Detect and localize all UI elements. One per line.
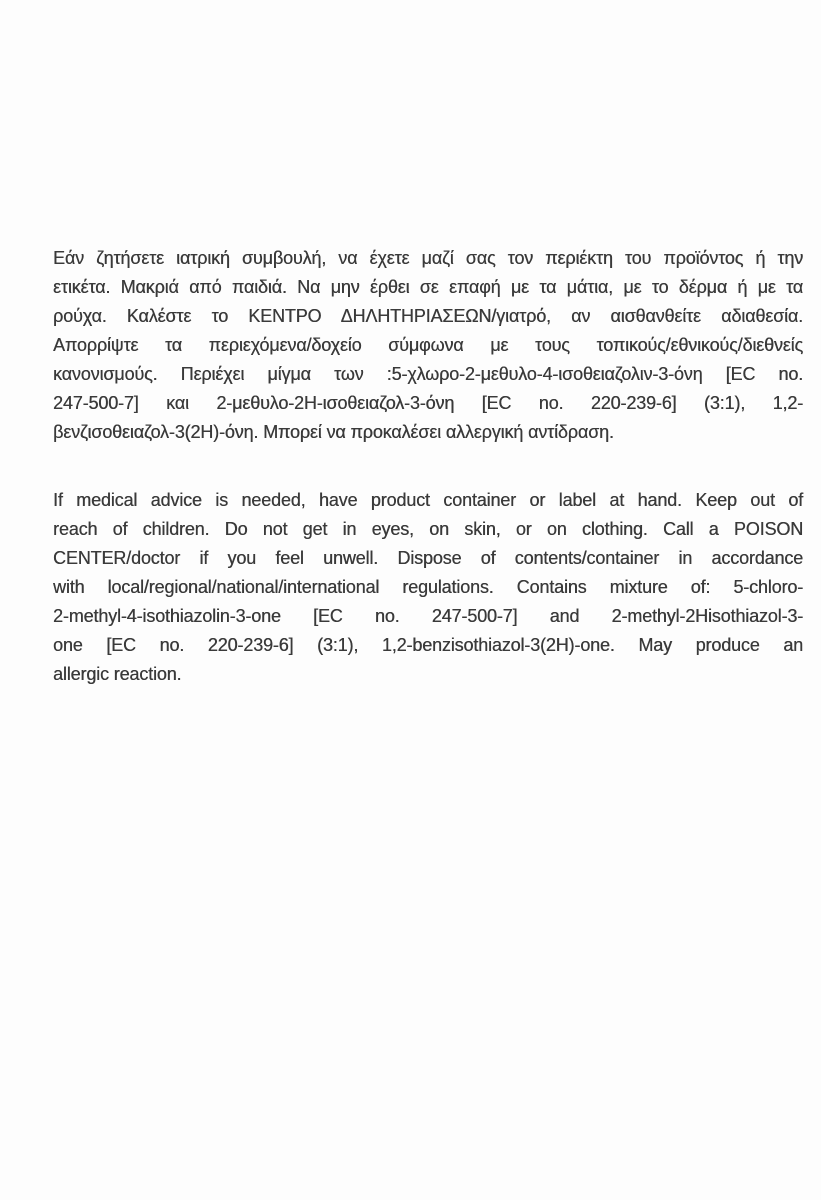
text-line: with local/regional/national/international regulations. Contains mixture of: 5-chloro-: [53, 577, 803, 597]
text-line: Εάν ζητήσετε ιατρική συμβουλή, να έχετε μαζί σας τον περιέκτη του προϊόντος ή την: [53, 248, 803, 268]
greek-precaution-paragraph: [53, 244, 803, 447]
text-line: one [EC no. 220-239-6] (3:1), 1,2-benzisothiazol-3(2H)-one. May produce an: [53, 635, 803, 655]
text-line: 247-500-7] και 2-μεθυλο-2H-ισοθειαζολ-3-όνη [EC no. 220-239-6] (3:1), 1,2-: [53, 393, 803, 413]
text-line: If medical advice is needed, have product container or label at hand. Keep out of: [53, 490, 803, 510]
text-line: ρούχα. Καλέστε το ΚΕΝΤΡΟ ΔΗΛΗΤΗΡΙΑΣΕΩΝ/γιατρό, αν αισθανθείτε αδιαθεσία.: [53, 306, 803, 326]
text-line: ετικέτα. Μακριά από παιδιά. Να μην έρθει σε επαφή με τα μάτια, με το δέρμα ή με τα: [53, 277, 803, 297]
text-line: allergic reaction.: [53, 664, 182, 684]
text-line: βενζισοθειαζολ-3(2H)-όνη. Μπορεί να προκαλέσει αλλεργική αντίδραση.: [53, 422, 614, 442]
text-line: CENTER/doctor if you feel unwell. Dispose of contents/container in accordance: [53, 548, 803, 568]
text-line: κανονισμούς. Περιέχει μίγμα των :5-χλωρο-2-μεθυλο-4-ισοθειαζολιν-3-όνη [EC no.: [53, 364, 803, 384]
text-line: Απορρίψτε τα περιεχόμενα/δοχείο σύμφωνα με τους τοπικούς/εθνικούς/διεθνείς: [53, 335, 803, 355]
english-precaution-paragraph: [53, 486, 803, 689]
text-line: 2-methyl-4-isothiazolin-3-one [EC no. 247-500-7] and 2-methyl-2Hisothiazol-3-: [53, 606, 803, 626]
text-line: reach of children. Do not get in eyes, on skin, or on clothing. Call a POISON: [53, 519, 803, 539]
